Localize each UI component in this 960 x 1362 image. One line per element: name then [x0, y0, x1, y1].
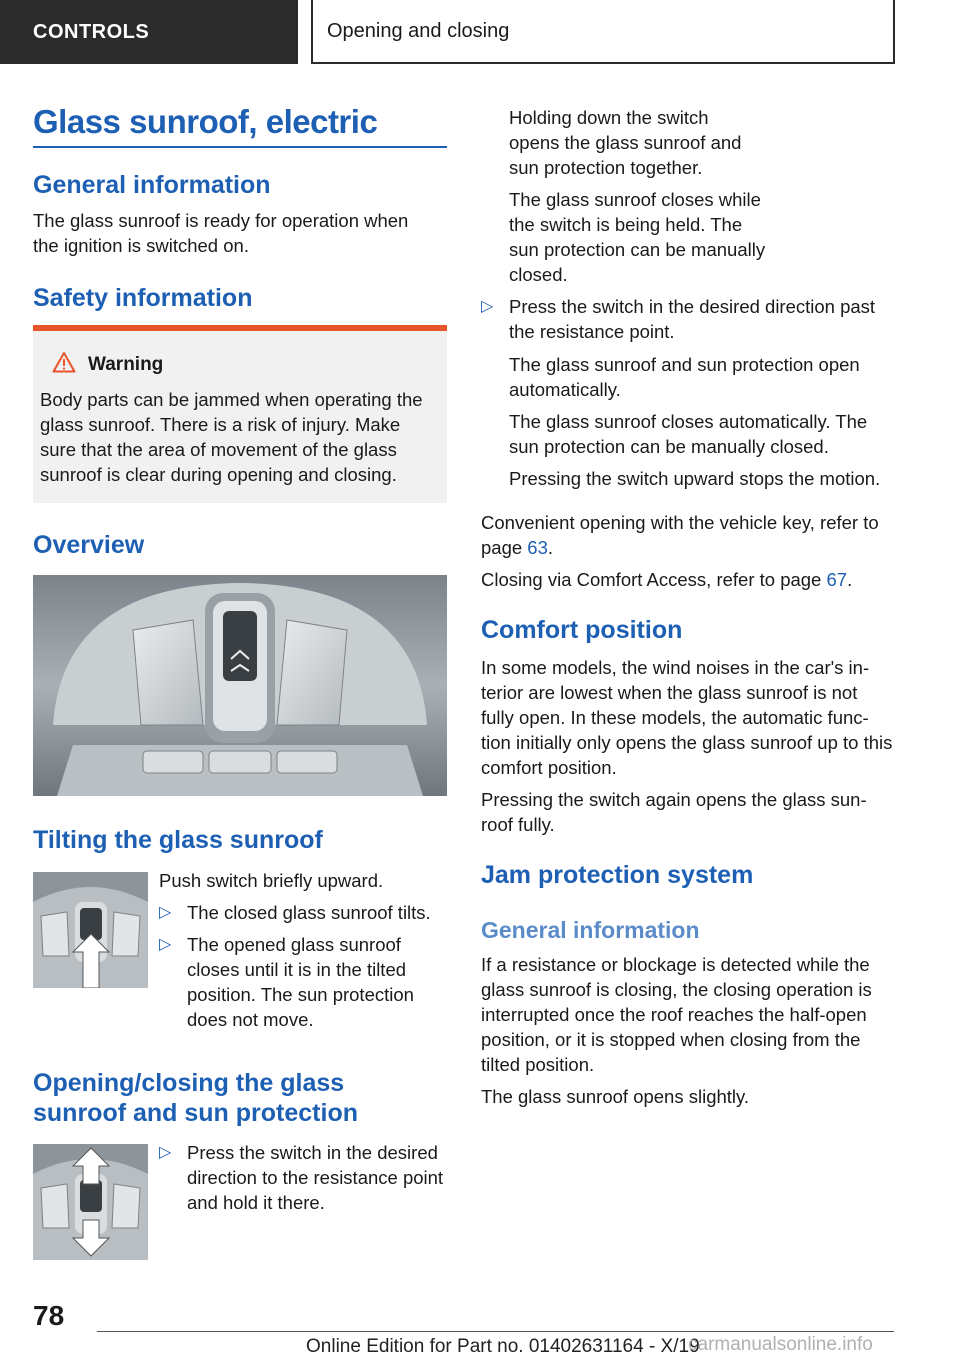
comfort-heading: Comfort position [481, 616, 683, 644]
convenient-opening-text: Convenient opening with the vehicle key, refer to page 63. [481, 512, 879, 558]
warning-label: Warning [88, 354, 164, 375]
chapter-title: Opening and closing [311, 0, 895, 64]
jam-paragraph-1: If a resistance or blockage is detected while the glass sunroof is closing, the closing operation is interrupted once the roof reaches the half-open position, or it is stopped when closing from the tilted position. [481, 954, 872, 1075]
edition-text: Online Edition for Part no. 01402631164 - X/19 [306, 1336, 700, 1357]
general-info-text: The glass sunroof is ready for operation when the ignition is switched on. [33, 210, 409, 256]
tilting-bullet-1: ▷ The closed glass sunroof tilts. [159, 902, 431, 923]
watermark: carmanualsonline.info [688, 1334, 873, 1355]
comfort-paragraph-1: In some models, the wind noises in the car's in-terior are lowest when the glass sunroof is not fully open. In these models, the automatic func-tion initially only opens the glass sunroof up to this comfort position. [481, 657, 893, 778]
past-paragraph-2: The glass sunroof closes automatically. The sun protection can be manually closed. [509, 411, 868, 457]
jam-paragraph-2: The glass sunroof opens slightly. [481, 1086, 750, 1107]
tilting-bullet-2: ▷ The opened glass sunroof closes until it is in the tilted position. The sun protection does not move. [159, 934, 414, 1030]
triangle-right-icon: ▷ [159, 1144, 172, 1161]
overview-heading: Overview [33, 531, 145, 559]
opening-heading: Opening/closing the glass sunroof and sun protection [33, 1069, 358, 1127]
past-paragraph-1: The glass sunroof and sun protection open automatically. [509, 354, 860, 400]
opening-bullet-1: ▷ Press the switch in the desired direction to the resistance point and hold it there. [159, 1142, 444, 1213]
warning-text: Body parts can be jammed when operating the glass sunroof. There is a risk of injury. Make sure that the area of movement of the glass sunroof is clear during opening and closing. [40, 389, 423, 485]
tilting-intro: Push switch briefly upward. [159, 870, 384, 891]
title-divider [33, 146, 447, 148]
overview-image [33, 575, 447, 796]
safety-heading: Safety information [33, 284, 253, 312]
triangle-right-icon: ▷ [159, 904, 172, 921]
page-number: 78 [33, 1300, 65, 1331]
general-info-heading: General information [33, 171, 271, 199]
jam-heading: Jam protection system [481, 861, 754, 889]
triangle-right-icon: ▷ [481, 298, 494, 315]
footer-divider [97, 1331, 894, 1332]
triangle-right-icon: ▷ [159, 936, 172, 953]
tilting-heading: Tilting the glass sunroof [33, 826, 323, 854]
past-paragraph-3: Pressing the switch upward stops the motion. [509, 468, 881, 489]
open-close-switch-image [33, 1144, 148, 1260]
jam-subheading: General information [481, 917, 700, 943]
page-link-67[interactable]: 67 [826, 569, 848, 590]
warning-box [33, 325, 447, 503]
section-tab: CONTROLS [0, 0, 298, 64]
page-title: Glass sunroof, electric [33, 103, 378, 140]
tilt-switch-image [33, 872, 148, 988]
warning-triangle-icon [52, 351, 76, 379]
page-link-63[interactable]: 63 [527, 537, 548, 558]
hold-paragraph-2: The glass sunroof closes while the switch is being held. The sun protection can be manually closed. [509, 189, 766, 285]
comfort-paragraph-2: Pressing the switch again opens the glass sun-roof fully. [481, 789, 867, 835]
hold-paragraph-1: Holding down the switch opens the glass sunroof and sun protection together. [509, 107, 742, 178]
comfort-access-text: Closing via Comfort Access, refer to page 67. [481, 569, 853, 590]
opening-bullet-2: ▷ Press the switch in the desired direction past the resistance point. [481, 296, 876, 342]
